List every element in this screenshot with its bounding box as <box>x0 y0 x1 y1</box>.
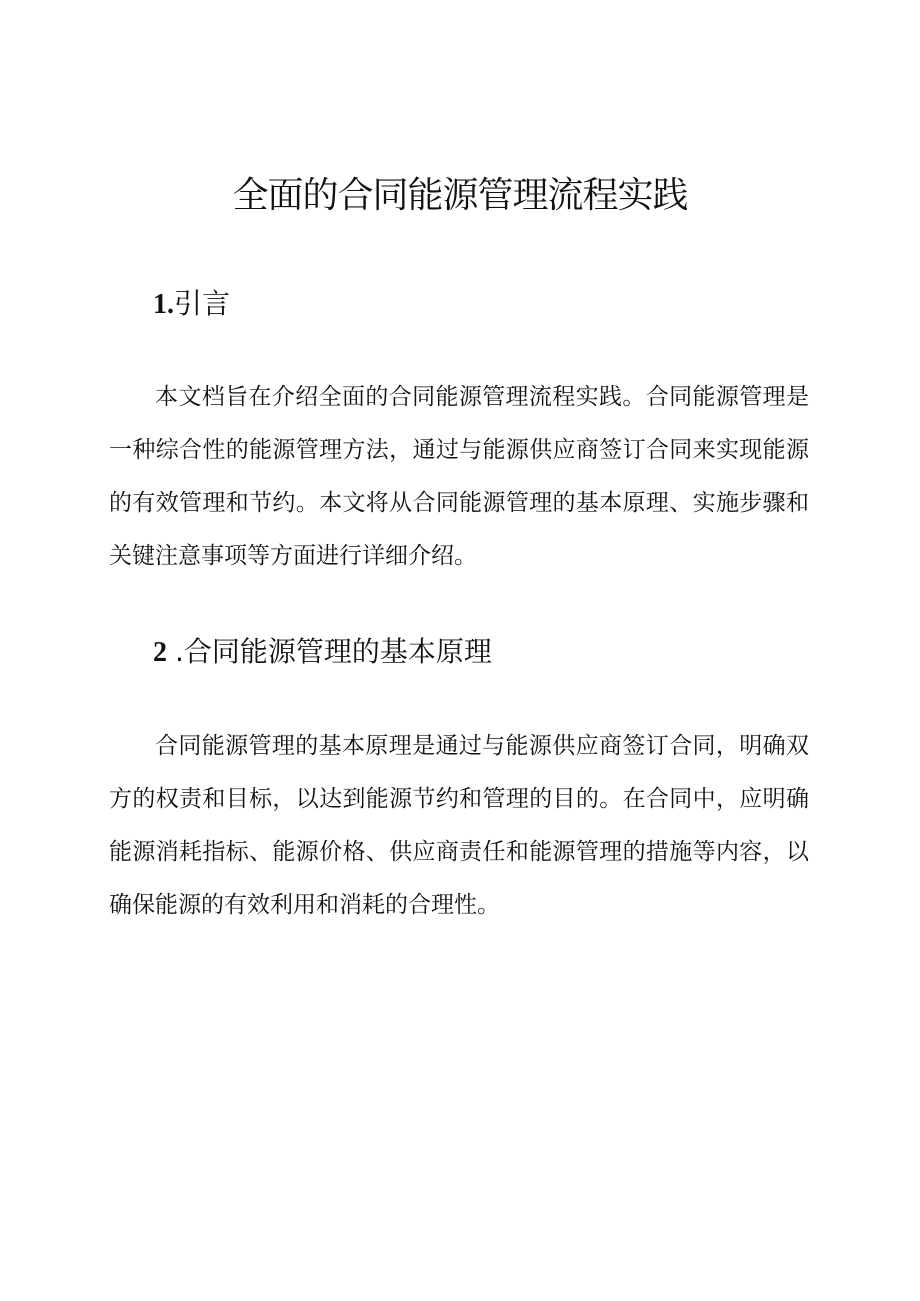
section-1-heading-text: 引言 <box>174 287 231 320</box>
section-1-heading <box>153 284 230 325</box>
section-1-number: 1. <box>153 289 174 320</box>
section-2-heading-text: .合同能源管理的基本原理 <box>175 635 492 668</box>
section-1-paragraph: 本文档旨在介绍全面的合同能源管理流程实践。合同能源管理是一种综合性的能源管理方法，通过与能源供应商签订合同来实现能源的有效管理和节约。本文将从合同能源管理的基本原理、实施步骤和关键注意事项等方面进行详细介绍。 <box>109 384 809 569</box>
document-title: 全面的合同能源管理流程实践 <box>232 175 688 216</box>
section-2-number: 2 <box>153 637 167 668</box>
section-2-paragraph: 合同能源管理的基本原理是通过与能源供应商签订合同，明确双方的权责和目标，以达到能源节约和管理的目的。在合同中，应明确能源消耗指标、能源价格、供应商责任和能源管理的措施等内容，以确保能源的有效利用和消耗的合理性。 <box>109 733 809 918</box>
section-2-heading <box>153 632 492 673</box>
